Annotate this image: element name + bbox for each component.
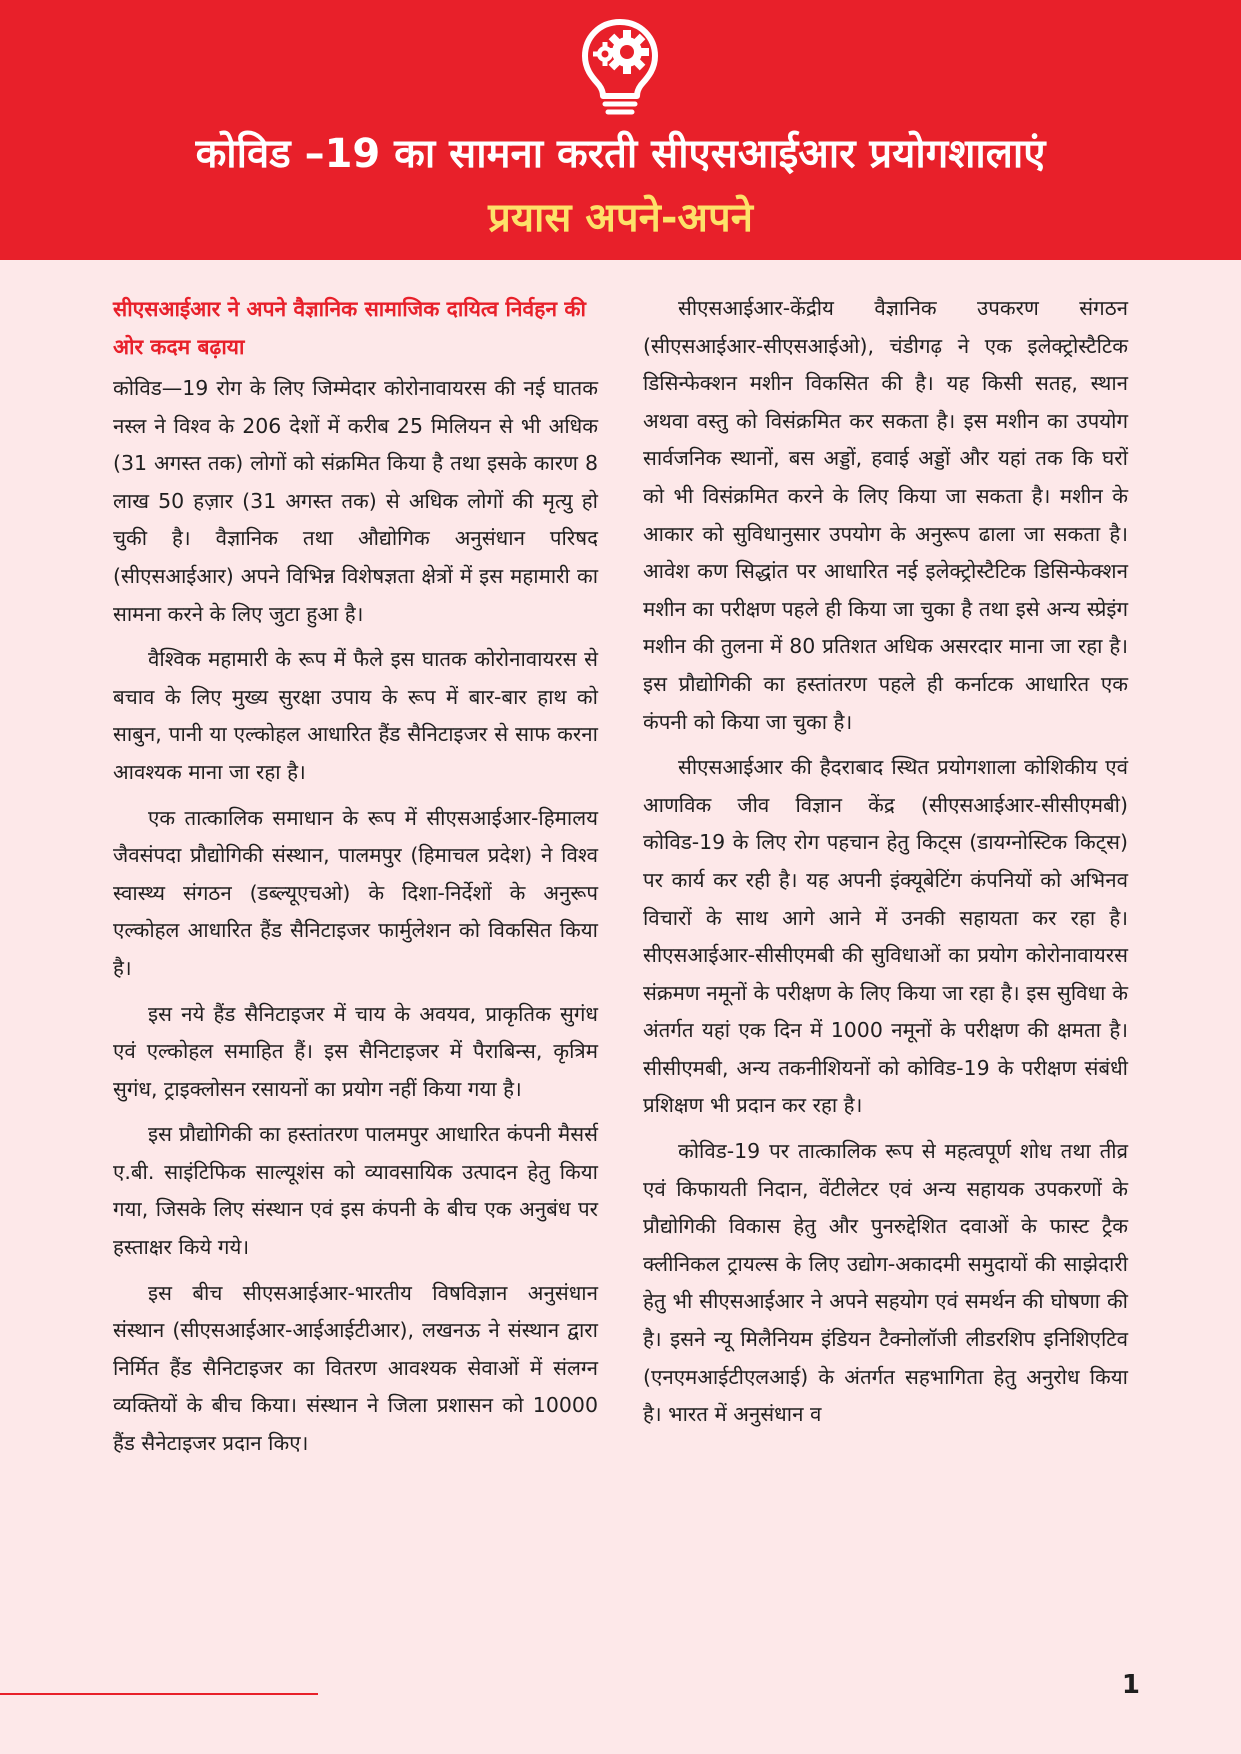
paragraph: कोविड—19 रोग के लिए जिम्मेदार कोरोनावायरस की नई घातक नस्ल ने विश्व के 206 देशों में करीब 25 मिलियन से भी अधिक (31 अगस्त तक) लोगों को संक्रमित किया है तथा इसके कारण 8 लाख 50 हज़ार (31 अगस्त तक) से अधिक लोगों की मृत्यु हो चुकी है। वैज्ञानिक तथा औद्योगिक अनुसंधान परिषद (सीएसआईआर) अपने विभिन्न विशेषज्ञता क्षेत्रों में इस महामारी का सामना करने के लिए जुटा हुआ है। — [113, 376, 598, 626]
lightbulb-gear-icon — [575, 14, 665, 118]
paragraph: कोविड-19 पर तात्कालिक रूप से महत्वपूर्ण शोध तथा तीव्र एवं किफायती निदान, वेंटीलेटर एवं अन्य सहायक उपकरणों के प्रौद्योगिकी विकास हेतु और पुनरुद्देशित दवाओं के फास्ट ट्रैक क्लीनिकल ट्रायल्स के लिए उद्योग-अकादमी समुदायों की साझेदारी हेतु भी सीएसआईआर ने अपने सहयोग एवं समर्थन की घोषणा की है। इसने न्यू मिलैनियम इंडियन टैक्नोलॉजी लीडरशिप इनिशिएटिव (एनएमआईटीएलआई) के अंतर्गत सहभागिता हेतु अनुरोध किया है। भारत में अनुसंधान व — [643, 1139, 1128, 1427]
section-heading: सीएसआईआर ने अपने वैज्ञानिक सामाजिक दायित्व निर्वहन की ओर कदम बढ़ाया — [113, 297, 586, 359]
footer-divider — [0, 1693, 318, 1695]
header-banner — [0, 0, 1241, 260]
paragraph: सीएसआईआर-केंद्रीय वैज्ञानिक उपकरण संगठन (सीएसआईआर-सीएसआईओ), चंडीगढ़ ने एक इलेक्ट्रोस्टैटिक डिसिन्फेक्शन मशीन विकसित की है। यह किसी सतह, स्थान अथवा वस्तु को विसंक्रमित कर सकता है। इस मशीन का उपयोग सार्वजनिक स्थानों, बस अड्डों, हवाई अड्डों और यहां तक कि घरों को भी विसंक्रमित करने के लिए किया जा सकता है। मशीन के आकार को सुविधानुसार उपयोग के अनुरूप ढाला जा सकता है। आवेश कण सिद्धांत पर आधारित नई इलेक्ट्रोस्टैटिक डिसिन्फेक्शन मशीन का परीक्षण पहले ही किया जा चुका है तथा इसे अन्य स्प्रेइंग मशीन की तुलना में 80 प्रतिशत अधिक असरदार माना जा रहा है। इस प्रौद्योगिकी का हस्तांतरण पहले ही कर्नाटक आधारित एक कंपनी को किया जा चुका है। — [643, 296, 1128, 734]
paragraph: इस बीच सीएसआईआर-भारतीय विषविज्ञान अनुसंधान संस्थान (सीएसआईआर-आईआईटीआर), लखनऊ ने संस्थान द्वारा निर्मित हैंड सैनिटाइजर का वितरण आवश्यक सेवाओं में संलग्न व्यक्तियों के बीच किया। संस्थान ने जिला प्रशासन को 10000 हैंड सैनेटाइजर प्रदान किए। — [113, 1280, 598, 1456]
page-subtitle: प्रयास अपने-अपने — [488, 195, 753, 241]
paragraph: इस नये हैंड सैनिटाइजर में चाय के अवयव, प्राकृतिक सुगंध एवं एल्कोहल समाहित हैं। इस सैनिटाइजर में पैराबिन्स, कृत्रिम सुगंध, ट्राइक्लोसन रसायनों का प्रयोग नहीं किया गया है। — [113, 1001, 598, 1101]
paragraph: सीएसआईआर की हैदराबाद स्थित प्रयोगशाला कोशिकीय एवं आणविक जीव विज्ञान केंद्र (सीएसआईआर-सीसीएमबी) कोविड-19 के लिए रोग पहचान हेतु किट्स (डायग्नोस्टिक किट्स) पर कार्य कर रही है। यह अपनी इंक्यूबेटिंग कंपनियों को अभिनव विचारों के साथ आगे आने में उनकी सहायता कर रहा है। सीएसआईआर-सीसीएमबी की सुविधाओं का प्रयोग कोरोनावायरस संक्रमण नमूनों के परीक्षण के लिए किया जा रहा है। इस सुविधा के अंतर्गत यहां एक दिन में 1000 नमूनों के परीक्षण की क्षमता है। सीसीएमबी, अन्य तकनीशियनों को कोविड-19 के परीक्षण संबंधी प्रशिक्षण भी प्रदान कर रहा है। — [643, 755, 1128, 1118]
paragraph: वैश्विक महामारी के रूप में फैले इस घातक कोरोनावायरस से बचाव के लिए मुख्य सुरक्षा उपाय के रूप में बार-बार हाथ को साबुन, पानी या एल्कोहल आधारित हैंड सैनिटाइजर से साफ करना आवश्यक माना जा रहा है। — [113, 647, 598, 784]
page-number: 1 — [1121, 1670, 1140, 1700]
right-column — [643, 290, 1128, 1442]
page-title: कोविड –19 का सामना करती सीएसआईआर प्रयोगशालाएं — [195, 131, 1046, 177]
paragraph: इस प्रौद्योगिकी का हस्तांतरण पालमपुर आधारित कंपनी मैसर्स ए.बी. साइंटिफिक साल्यूशंस को व्यावसायिक उत्पादन हेतु किया गया, जिसके लिए संस्थान एवं इस कंपनी के बीच एक अनुबंध पर हस्ताक्षर किये गये। — [113, 1122, 598, 1260]
left-column — [113, 290, 598, 1471]
paragraph: एक तात्कालिक समाधान के रूप में सीएसआईआर-हिमालय जैवसंपदा प्रौद्योगिकी संस्थान, पालमपुर (हिमाचल प्रदेश) ने विश्व स्वास्थ्य संगठन (डब्ल्यूएचओ) के दिशा-निर्देशों के अनुरूप एल्कोहल आधारित हैंड सैनिटाइजर फार्मुलेशन को विकसित किया है। — [113, 805, 598, 980]
